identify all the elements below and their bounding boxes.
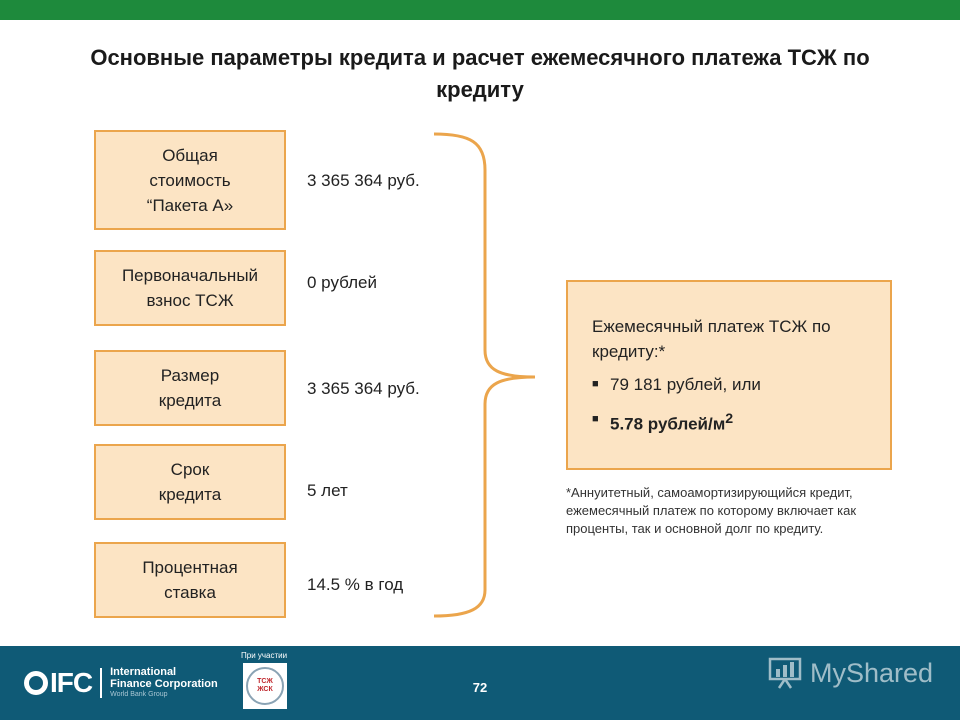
param-value-total-cost: 3 365 364 руб. [307, 171, 420, 190]
param-label-total-cost: Общая стоимость “Пакета А» [94, 130, 286, 230]
monthly-payment-heading: Ежемесячный платеж ТСЖ по кредиту:* [592, 317, 831, 361]
bullet-icon: ■ [592, 378, 599, 390]
param-value-loan-size: 3 365 364 руб. [307, 379, 420, 398]
param-label-loan-term: Срок кредита [94, 444, 286, 520]
payment-per-sqm-item [592, 407, 870, 437]
slide-title: Основные параметры кредита и расчет ежемесячного платежа ТСЖ по кредиту [90, 45, 870, 102]
watermark-text: MyShared [810, 658, 934, 688]
payment-rubles-item [592, 372, 870, 397]
param-value-loan-term: 5 лет [307, 481, 348, 500]
curly-brace-icon [430, 130, 540, 620]
ifc-logo [24, 666, 218, 699]
payment-per-sqm-text: 5.78 рублей/м [610, 414, 726, 434]
param-label-loan-size: Размер кредита [94, 350, 286, 426]
annuity-footnote: *Аннуитетный, самоамортизирующийся кредит, ежемесячный платеж по которому включает как проценты, так и основной долг по кредиту. [566, 485, 857, 536]
param-label-down-payment: Первоначальный взнос ТСЖ [94, 250, 286, 326]
myshared-watermark [768, 656, 933, 690]
bullet-icon: ■ [592, 413, 599, 425]
partner-label: При участии [241, 651, 288, 660]
badge-text-line1: ТСЖ [257, 678, 273, 685]
association-seal-icon [246, 667, 284, 705]
ifc-name-line1: International [110, 666, 177, 678]
param-label-interest-rate: Процентная ставка [94, 542, 286, 618]
ifc-logo-text [110, 666, 218, 699]
badge-text-line2: ЖСК [257, 686, 273, 693]
param-value-down-payment: 0 рублей [307, 273, 377, 292]
ifc-name-line3: World Bank Group [110, 691, 168, 698]
logo-divider [100, 668, 102, 698]
top-accent-bar [0, 0, 960, 20]
ifc-logo-letters: IFC [50, 666, 93, 698]
monthly-payment-box [566, 280, 892, 470]
ifc-name-line2: Finance Corporation [110, 678, 218, 690]
partner-association-logo [243, 663, 287, 709]
sqm-superscript: 2 [725, 411, 734, 427]
param-value-interest-rate: 14.5 % в год [307, 575, 404, 594]
globe-icon [24, 671, 48, 695]
presentation-board-icon [768, 657, 804, 689]
payment-rubles-text: 79 181 рублей, или [610, 375, 761, 394]
page-number: 72 [472, 680, 488, 695]
